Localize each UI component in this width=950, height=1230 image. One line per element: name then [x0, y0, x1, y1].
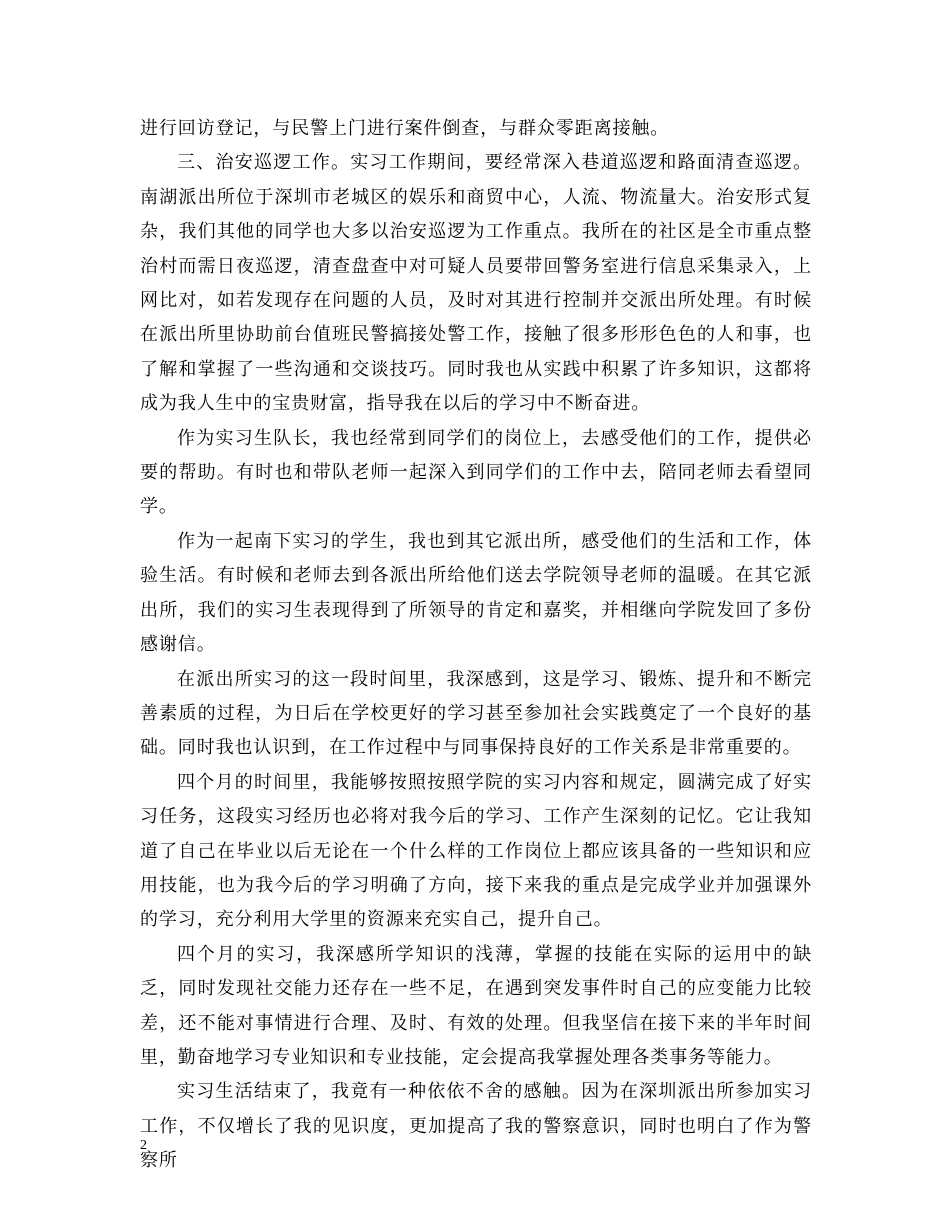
- paragraph-other-stations: 作为一起南下实习的学生，我也到其它派出所，感受他们的生活和工作，体验生活。有时候和老师去到各派出所给他们送去学院领导老师的温暖。在其它派出所，我们的实习生表现得到了所领导的肯定和嘉奖，并相继向学院发回了多份感谢信。: [140, 530, 812, 656]
- paragraph-four-months: 四个月的时间里，我能够按照按照学院的实习内容和规定，圆满完成了好实习任务，这段实习经历也必将对我今后的学习、工作产生深刻的记忆。它让我知道了自己在毕业以后无论在一个什么样的工作岗位上都应该具备的一些知识和应用技能，也为我今后的学习明确了方向，接下来我的重点是完成学业并加强课外的学习，充分利用大学里的资源来充实自己，提升自己。: [140, 771, 812, 931]
- paragraph-reflection: 在派出所实习的这一段时间里，我深感到，这是学习、锻炼、提升和不断完善素质的过程，为日后在学校更好的学习甚至参加社会实践奠定了一个良好的基础。同时我也认识到，在工作过程中与同事保持良好的工作关系是非常重要的。: [140, 668, 812, 759]
- paragraph-shortcomings: 四个月的实习，我深感所学知识的浅薄，掌握的技能在实际的运用中的缺乏，同时发现社交能力还存在一些不足，在遇到突发事件时自己的应变能力比较差，还不能对事情进行合理、及时、有效的处理。但我坚信在接下来的半年时间里，勤奋地学习专业知识和专业技能，定会提高我掌握处理各类事务等能力。: [140, 943, 812, 1068]
- paragraph-patrol-work: 三、治安巡逻工作。实习工作期间，要经常深入巷道巡逻和路面清查巡逻。南湖派出所位于深圳市老城区的娱乐和商贸中心，人流、物流量大。治安形式复杂，我们其他的同学也大多以治安巡逻为工作重点。我所在的社区是全市重点整治村而需日夜巡逻，清查盘查中对可疑人员要带回警务室进行信息采集录入，上网比对，如若发现存在问题的人员，及时对其进行控制并交派出所处理。有时候在派出所里协助前台值班民警搞接处警工作，接触了很多形形色色的人和事，也了解和掌握了一些沟通和交谈技巧。同时我也从实践中积累了许多知识，这都将成为我人生中的宝贵财富，指导我在以后的学习中不断奋进。: [140, 152, 812, 415]
- paragraph-team-leader: 作为实习生队长，我也经常到同学们的岗位上，去感受他们的工作，提供必要的帮助。有时也和带队老师一起深入到同学们的工作中去，陪同老师去看望同学。: [140, 427, 812, 518]
- page-number: 2: [140, 1138, 147, 1153]
- document-body: [140, 112, 812, 1179]
- paragraph-conclusion: 实习生活结束了，我竟有一种依依不舍的感触。因为在深圳派出所参加实习工作，不仅增长了我的见识度，更加提高了我的警察意识，同时也明白了作为警察所: [140, 1081, 812, 1172]
- paragraph-continuation: 进行回访登记，与民警上门进行案件倒查，与群众零距离接触。: [140, 118, 670, 139]
